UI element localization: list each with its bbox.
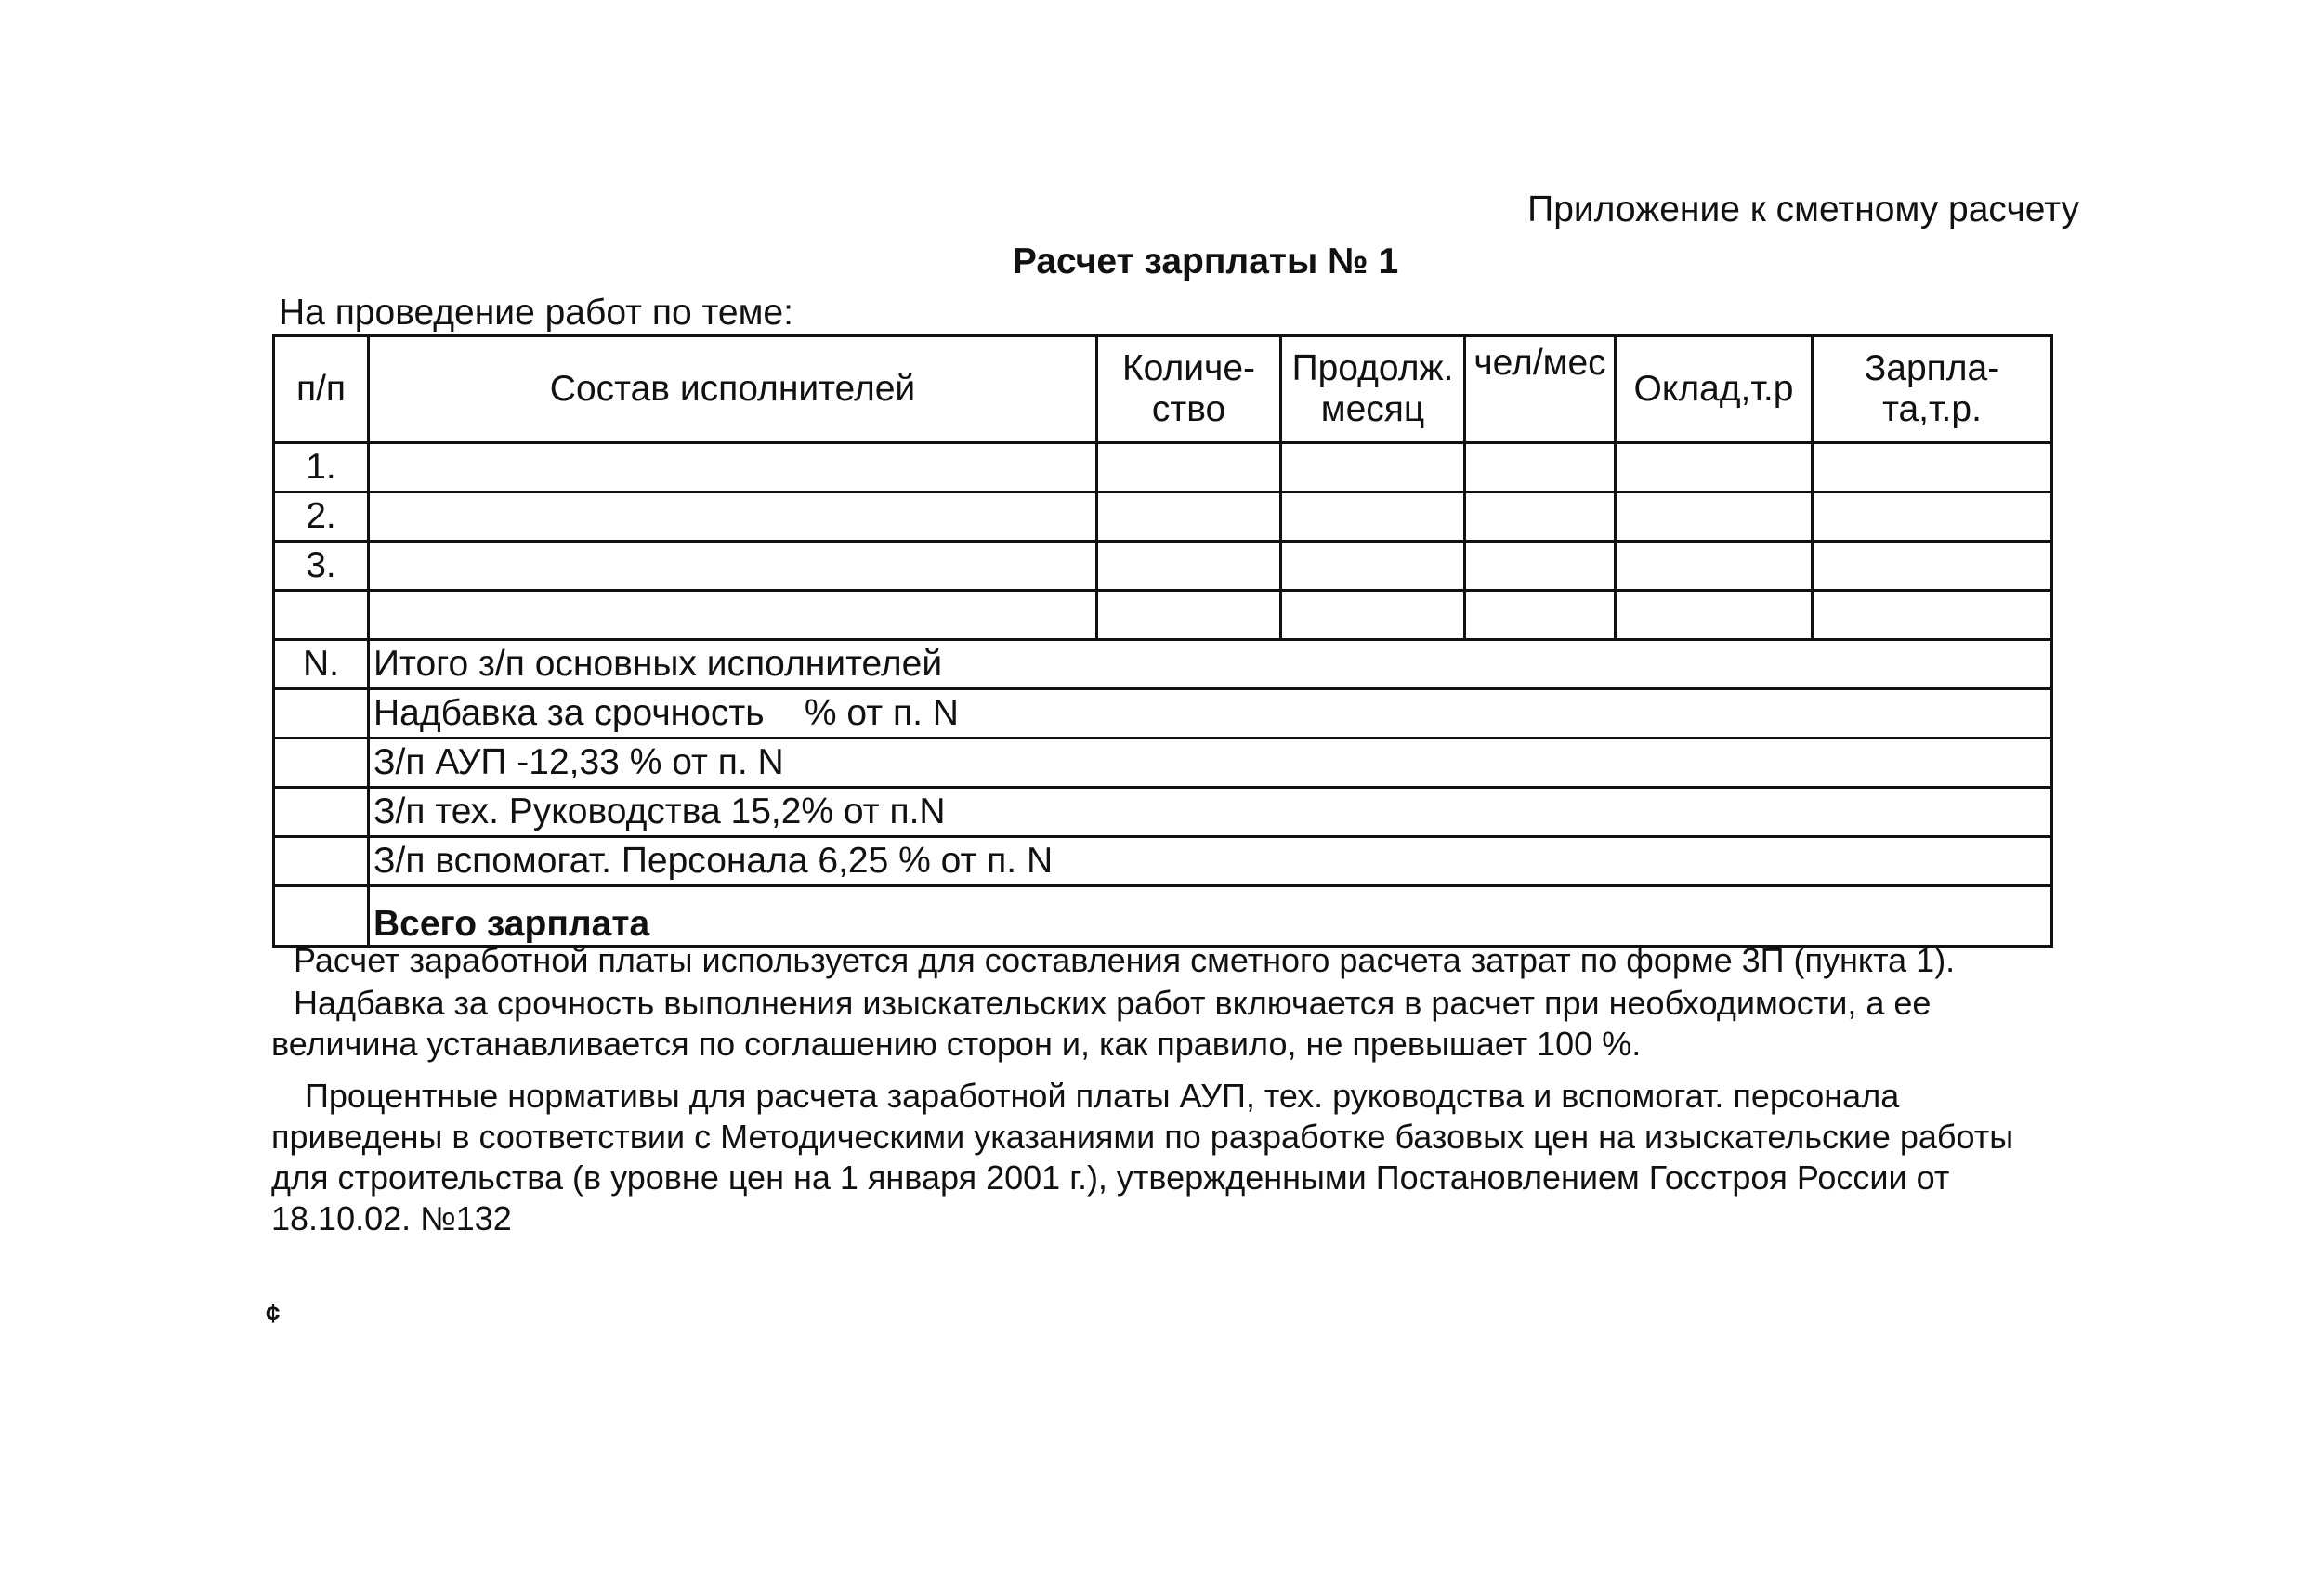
row-number: 3.: [274, 542, 369, 591]
wage-cell: [1813, 492, 2052, 542]
salary-rate-cell: [1616, 492, 1813, 542]
staff-cell: [369, 492, 1097, 542]
staff-cell: [369, 542, 1097, 591]
page-mark: ¢: [266, 1299, 281, 1328]
notes-section: [271, 940, 2064, 1239]
staff-cell: [369, 591, 1097, 640]
table-header-row: [274, 336, 2052, 443]
summary-label: З/п АУП -12,33 % от п. N: [369, 739, 2052, 788]
wage-cell: [1813, 443, 2052, 492]
subject-label: На проведение работ по теме:: [279, 293, 793, 333]
note-paragraph: Расчет заработной платы используется для составления сметного расчета затрат по форме 3П (пункта 1).: [294, 941, 1956, 979]
header-wage: Зарпла- та,т.р.: [1813, 336, 2052, 443]
header-salary-rate: Оклад,т.р: [1616, 336, 1813, 443]
duration-cell: [1281, 492, 1465, 542]
summary-row-tech-management: [274, 788, 2052, 837]
document-title: Расчет зарплаты № 1: [1012, 242, 1399, 281]
summary-label: З/п тех. Руководства 15,2% от п.N: [369, 788, 2052, 837]
row-number: [274, 886, 369, 947]
row-number: 2.: [274, 492, 369, 542]
staff-cell: [369, 443, 1097, 492]
wage-cell: [1813, 542, 2052, 591]
summary-label: З/п вспомогат. Персонала 6,25 % от п. N: [369, 837, 2052, 886]
duration-cell: [1281, 591, 1465, 640]
note-paragraph: Надбавка за срочность выполнения изыскательских работ включается в расчет при необходимости, а ее величина устанавливается по соглашению сторон и, как правило, не превышает 100 %.: [271, 984, 1932, 1063]
appendix-label: Приложение к сметному расчету: [1527, 190, 2079, 229]
header-duration: Продолж. месяц: [1281, 336, 1465, 443]
total-row: [274, 886, 2052, 947]
table-row: [274, 443, 2052, 492]
salary-rate-cell: [1616, 542, 1813, 591]
summary-row-main-total: [274, 640, 2052, 689]
person-month-cell: [1465, 542, 1616, 591]
row-number: [274, 591, 369, 640]
header-person-month: чел/мес: [1465, 336, 1616, 443]
duration-cell: [1281, 443, 1465, 492]
table-row: [274, 542, 2052, 591]
table-row: [274, 492, 2052, 542]
summary-label: Надбавка за срочность % от п. N: [369, 689, 2052, 739]
count-cell: [1097, 443, 1281, 492]
row-number: N.: [274, 640, 369, 689]
wage-cell: [1813, 591, 2052, 640]
person-month-cell: [1465, 443, 1616, 492]
row-number: [274, 739, 369, 788]
summary-row-support-staff: [274, 837, 2052, 886]
salary-calculation-table: [272, 334, 2053, 948]
total-label: Всего зарплата: [369, 886, 2052, 947]
row-number: 1.: [274, 443, 369, 492]
header-count: Количе- ство: [1097, 336, 1281, 443]
table-row: [274, 591, 2052, 640]
summary-row-urgency-bonus: [274, 689, 2052, 739]
row-number: [274, 788, 369, 837]
person-month-cell: [1465, 591, 1616, 640]
note-paragraph: Процентные нормативы для расчета заработной платы АУП, тех. руководства и вспомогат. персонала приведены в соответствии с Методическими указаниями по разработке базовых цен на изыскательские работы для строительства (в уровне цен на 1 января 2001 г.), утвержденными Постановлением Госстроя России от 18.10.02. №132: [271, 1077, 2014, 1237]
summary-row-admin-staff: [274, 739, 2052, 788]
duration-cell: [1281, 542, 1465, 591]
row-number: [274, 837, 369, 886]
row-number: [274, 689, 369, 739]
salary-rate-cell: [1616, 591, 1813, 640]
header-staff: Состав исполнителей: [369, 336, 1097, 443]
count-cell: [1097, 492, 1281, 542]
salary-rate-cell: [1616, 443, 1813, 492]
summary-label: Итого з/п основных исполнителей: [369, 640, 2052, 689]
count-cell: [1097, 542, 1281, 591]
header-num: п/п: [274, 336, 369, 443]
person-month-cell: [1465, 492, 1616, 542]
count-cell: [1097, 591, 1281, 640]
